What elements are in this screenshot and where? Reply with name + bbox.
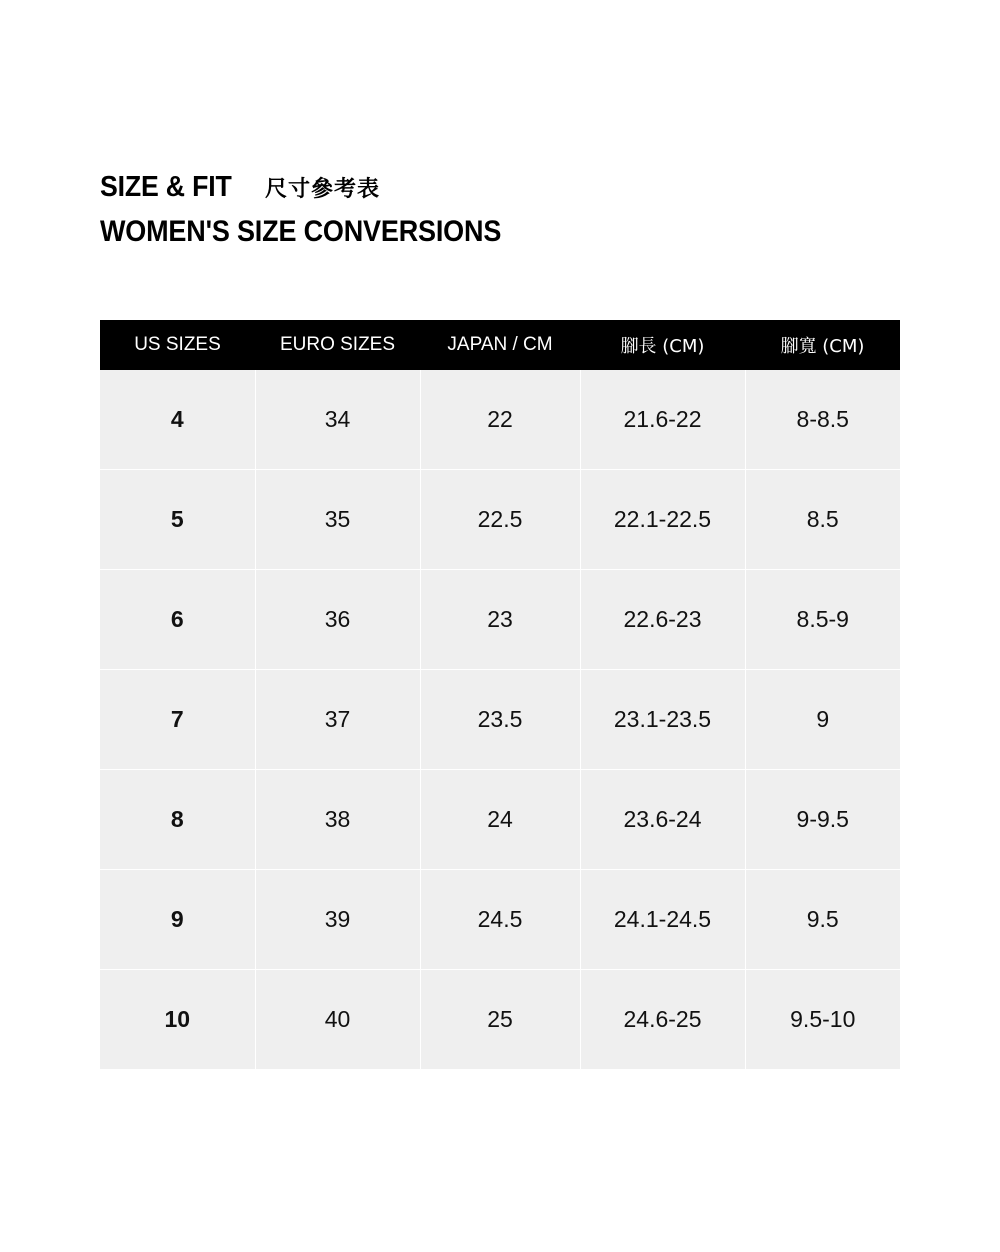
column-header-japan-cm: JAPAN / CM [420,320,580,370]
cell-us-size: 9 [100,870,255,970]
table-row [100,870,900,970]
column-header-foot-length: 腳長 (CM) [580,320,745,370]
cell-euro-size: 37 [255,670,420,770]
cell-us-size: 7 [100,670,255,770]
table-row [100,370,900,470]
size-table-wrapper [100,320,900,1069]
page-subtitle: WOMEN'S SIZE CONVERSIONS [100,215,502,249]
page-title: SIZE & FIT [100,171,232,203]
cell-japan-cm: 23.5 [420,670,580,770]
size-conversion-table [100,320,900,1069]
column-header-foot-width: 腳寬 (CM) [745,320,900,370]
table-body [100,370,900,1069]
cell-euro-size: 35 [255,470,420,570]
cell-japan-cm: 25 [420,970,580,1070]
cell-foot-length: 21.6-22 [580,370,745,470]
column-header-us-sizes: US SIZES [100,320,255,370]
cell-foot-length: 24.1-24.5 [580,870,745,970]
cell-foot-width: 9.5-10 [745,970,900,1070]
table-row [100,970,900,1070]
cell-japan-cm: 24.5 [420,870,580,970]
heading-block [100,172,920,248]
cell-japan-cm: 22 [420,370,580,470]
cell-japan-cm: 24 [420,770,580,870]
cell-japan-cm: 23 [420,570,580,670]
table-row [100,470,900,570]
cell-foot-width: 9 [745,670,900,770]
cell-euro-size: 36 [255,570,420,670]
cell-euro-size: 40 [255,970,420,1070]
table-header-row [100,320,900,370]
cell-euro-size: 39 [255,870,420,970]
title-row [100,172,920,202]
cell-japan-cm: 22.5 [420,470,580,570]
cell-us-size: 10 [100,970,255,1070]
cell-us-size: 6 [100,570,255,670]
table-header [100,320,900,370]
cell-foot-width: 9-9.5 [745,770,900,870]
table-row [100,770,900,870]
cell-us-size: 8 [100,770,255,870]
cell-foot-length: 22.1-22.5 [580,470,745,570]
cell-foot-width: 8-8.5 [745,370,900,470]
cell-foot-width: 8.5-9 [745,570,900,670]
cell-us-size: 5 [100,470,255,570]
cell-foot-length: 22.6-23 [580,570,745,670]
cell-us-size: 4 [100,370,255,470]
cell-foot-length: 23.1-23.5 [580,670,745,770]
page-title-chinese: 尺寸參考表 [265,177,381,202]
cell-foot-width: 9.5 [745,870,900,970]
table-row [100,570,900,670]
cell-foot-width: 8.5 [745,470,900,570]
table-row [100,670,900,770]
cell-foot-length: 23.6-24 [580,770,745,870]
cell-euro-size: 38 [255,770,420,870]
cell-foot-length: 24.6-25 [580,970,745,1070]
column-header-euro-sizes: EURO SIZES [255,320,420,370]
cell-euro-size: 34 [255,370,420,470]
